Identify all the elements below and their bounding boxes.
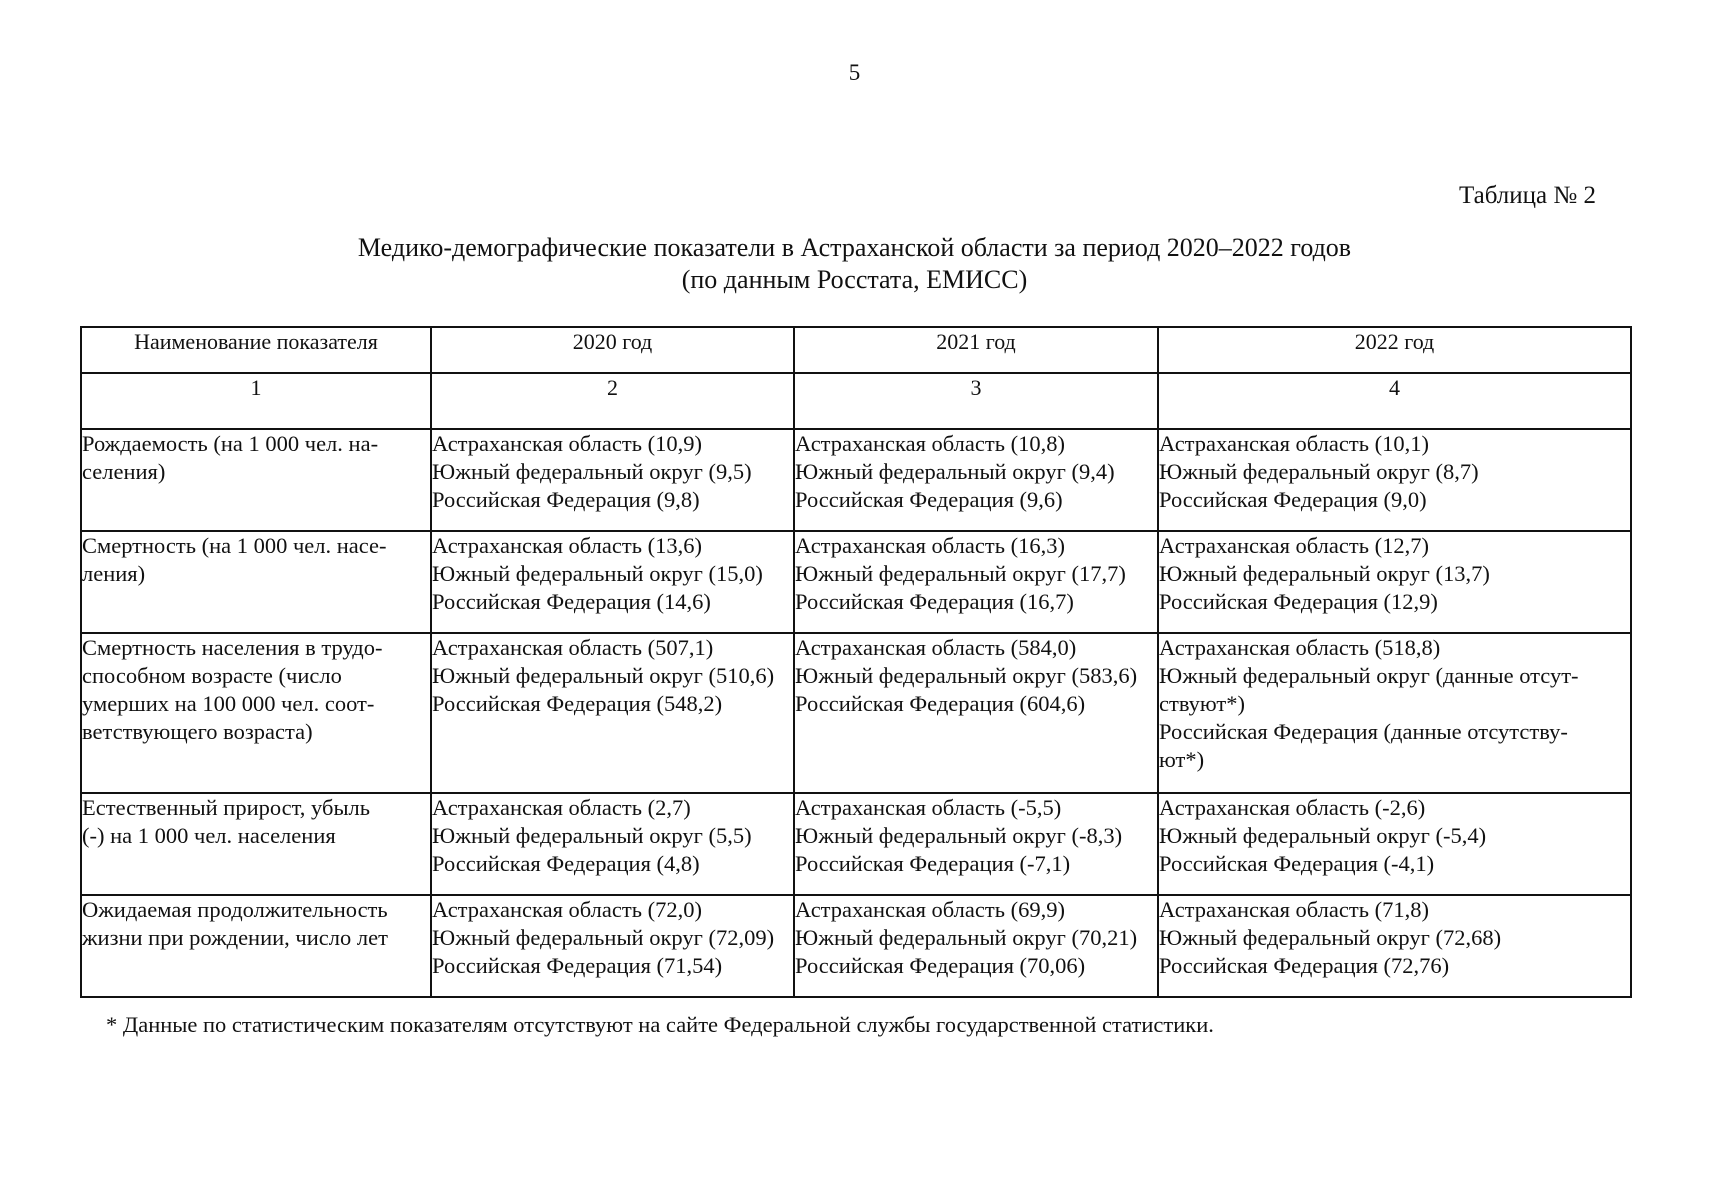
indicator-text: (-) на 1 000 чел. населения	[82, 823, 336, 848]
value-line: Южный федеральный округ (13,7)	[1159, 561, 1490, 586]
value-line: Южный федеральный округ (15,0)	[432, 561, 763, 586]
value-line: Южный федеральный округ (данные отсут-	[1159, 663, 1579, 688]
value-line: Астраханская область (10,9)	[432, 431, 702, 456]
table-header-row	[81, 327, 1631, 373]
value-line: Российская Федерация (9,0)	[1159, 487, 1427, 512]
indicator-text: Смертность (на 1 000 чел. насе-	[82, 533, 387, 558]
indicator-text: ления)	[82, 561, 146, 586]
header-2020: 2020 год	[431, 327, 794, 373]
table-label: Таблица № 2	[1458, 182, 1596, 209]
indicator-text: Рождаемость (на 1 000 чел. на-	[82, 431, 379, 456]
column-number: 3	[794, 373, 1158, 429]
indicator-cell	[81, 793, 431, 895]
value-line: Российская Федерация (12,9)	[1159, 589, 1438, 614]
title-line-2: (по данным Росстата, ЕМИСС)	[681, 265, 1028, 294]
column-number: 4	[1158, 373, 1631, 429]
indicator-text: Естественный прирост, убыль	[82, 795, 371, 820]
indicator-text: способном возрасте (число	[82, 663, 342, 688]
value-line: Астраханская область (2,7)	[432, 795, 691, 820]
column-number: 2	[431, 373, 794, 429]
header-2022: 2022 год	[1158, 327, 1631, 373]
indicators-table	[80, 326, 1632, 998]
value-line: Российская Федерация (70,06)	[795, 953, 1086, 978]
value-line: Российская Федерация (-4,1)	[1159, 851, 1435, 876]
value-line: Астраханская область (-5,5)	[795, 795, 1062, 820]
value-line: Южный федеральный округ (510,6)	[432, 663, 775, 688]
table-row	[81, 895, 1631, 997]
value-cell-2020	[431, 429, 794, 531]
value-line: Южный федеральный округ (5,5)	[432, 823, 752, 848]
value-cell-2021	[794, 531, 1158, 633]
indicator-cell	[81, 633, 431, 793]
value-line: Астраханская область (10,8)	[795, 431, 1065, 456]
value-cell-2020	[431, 531, 794, 633]
value-cell-2021	[794, 429, 1158, 531]
indicator-text: жизни при рождении, число лет	[82, 925, 388, 950]
indicator-text: селения)	[82, 459, 166, 484]
value-cell-2021	[794, 633, 1158, 793]
value-line: Российская Федерация (72,76)	[1159, 953, 1450, 978]
value-line: Южный федеральный округ (17,7)	[795, 561, 1126, 586]
header-2021: 2021 год	[794, 327, 1158, 373]
document-title	[0, 232, 1709, 296]
value-cell-2020	[431, 793, 794, 895]
value-line: Астраханская область (10,1)	[1159, 431, 1429, 456]
value-line: Южный федеральный округ (70,21)	[795, 925, 1138, 950]
header-indicator: Наименование показателя	[81, 327, 431, 373]
value-cell-2022	[1158, 633, 1631, 793]
value-line: Российская Федерация (4,8)	[432, 851, 700, 876]
value-line: Южный федеральный округ (583,6)	[795, 663, 1138, 688]
value-cell-2022	[1158, 429, 1631, 531]
value-line: Южный федеральный округ (9,5)	[432, 459, 752, 484]
value-cell-2022	[1158, 531, 1631, 633]
table-row	[81, 793, 1631, 895]
value-line: Российская Федерация (548,2)	[432, 691, 723, 716]
indicator-text: Смертность населения в трудо-	[82, 635, 383, 660]
indicator-text: ветствующего возраста)	[82, 719, 313, 744]
indicator-cell	[81, 895, 431, 997]
value-line: Южный федеральный округ (72,68)	[1159, 925, 1502, 950]
value-line: Астраханская область (69,9)	[795, 897, 1065, 922]
table-row	[81, 429, 1631, 531]
page-number: 5	[848, 60, 861, 85]
value-line: Российская Федерация (данные отсутству-	[1159, 719, 1568, 744]
indicator-text: умерших на 100 000 чел. соот-	[82, 691, 375, 716]
value-line: Российская Федерация (9,8)	[432, 487, 700, 512]
value-cell-2020	[431, 633, 794, 793]
value-line: ствуют*)	[1159, 691, 1246, 716]
value-cell-2021	[794, 793, 1158, 895]
value-line: Астраханская область (518,8)	[1159, 635, 1441, 660]
value-line: Астраханская область (12,7)	[1159, 533, 1429, 558]
table-row	[81, 531, 1631, 633]
column-number: 1	[81, 373, 431, 429]
value-line: Российская Федерация (-7,1)	[795, 851, 1071, 876]
indicator-cell	[81, 531, 431, 633]
value-line: Российская Федерация (16,7)	[795, 589, 1074, 614]
value-line: Российская Федерация (9,6)	[795, 487, 1063, 512]
indicator-cell	[81, 429, 431, 531]
value-line: Астраханская область (584,0)	[795, 635, 1077, 660]
title-line-1: Медико-демографические показатели в Астраханской области за период 2020–2022 годов	[357, 233, 1352, 262]
value-line: Южный федеральный округ (9,4)	[795, 459, 1115, 484]
value-line: Астраханская область (13,6)	[432, 533, 702, 558]
value-line: Российская Федерация (14,6)	[432, 589, 711, 614]
value-line: ют*)	[1159, 747, 1205, 772]
value-line: Астраханская область (507,1)	[432, 635, 714, 660]
value-cell-2022	[1158, 895, 1631, 997]
value-line: Южный федеральный округ (8,7)	[1159, 459, 1479, 484]
value-line: Астраханская область (16,3)	[795, 533, 1065, 558]
value-line: Астраханская область (72,0)	[432, 897, 702, 922]
value-line: Южный федеральный округ (72,09)	[432, 925, 775, 950]
value-cell-2021	[794, 895, 1158, 997]
column-number-row	[81, 373, 1631, 429]
value-line: Астраханская область (71,8)	[1159, 897, 1429, 922]
value-line: Российская Федерация (604,6)	[795, 691, 1086, 716]
footnote: * Данные по статистическим показателям отсутствуют на сайте Федеральной службы государственной статистики.	[106, 1012, 1214, 1037]
indicator-text: Ожидаемая продолжительность	[82, 897, 388, 922]
value-cell-2020	[431, 895, 794, 997]
value-line: Южный федеральный округ (-5,4)	[1159, 823, 1487, 848]
value-line: Астраханская область (-2,6)	[1159, 795, 1426, 820]
value-cell-2022	[1158, 793, 1631, 895]
value-line: Российская Федерация (71,54)	[432, 953, 723, 978]
value-line: Южный федеральный округ (-8,3)	[795, 823, 1123, 848]
table-row	[81, 633, 1631, 793]
